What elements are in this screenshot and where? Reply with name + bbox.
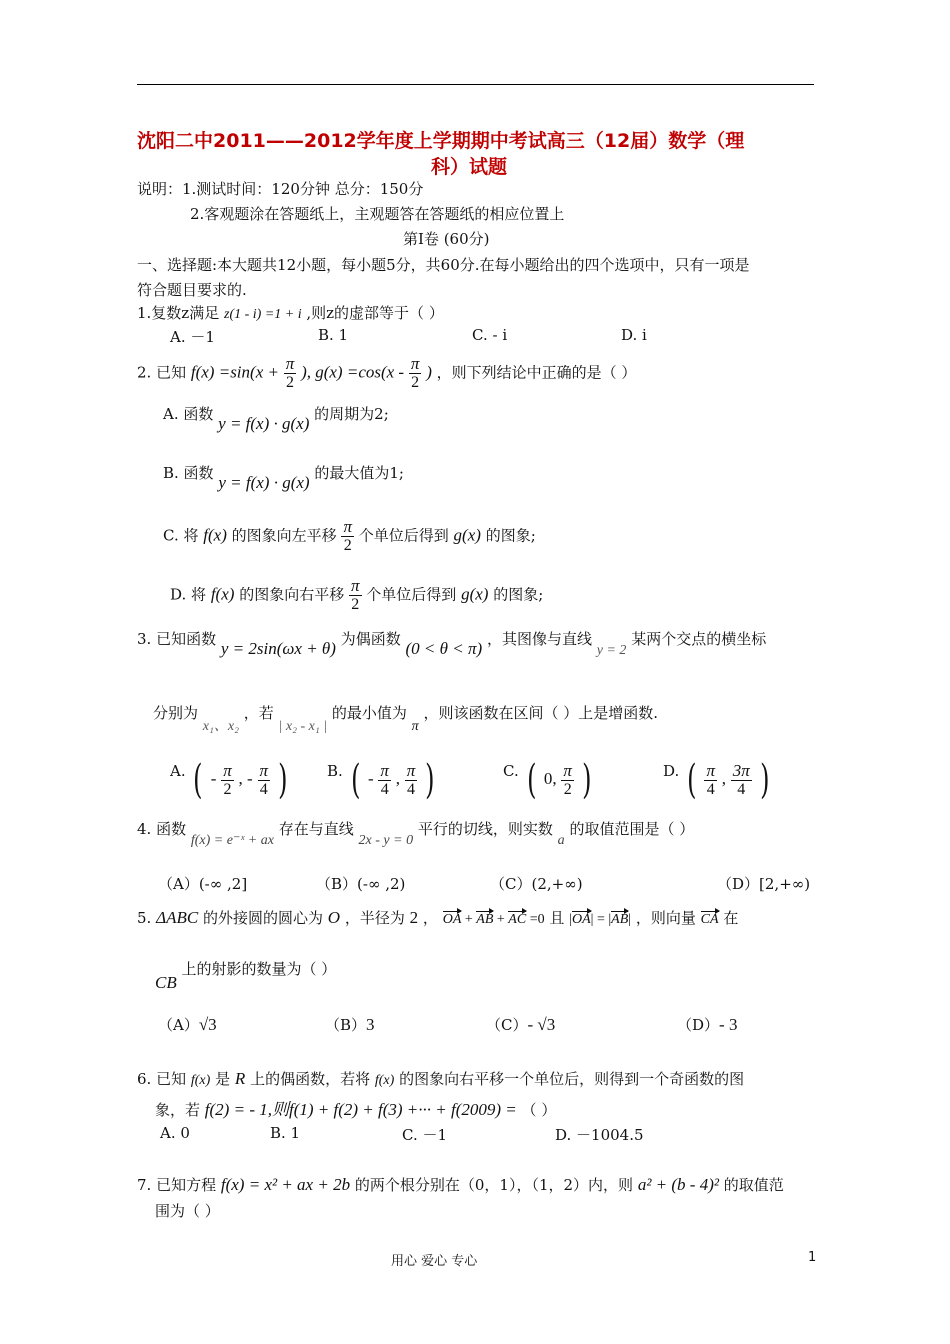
q3-option-a-lparen: ( xyxy=(193,757,203,803)
q5-option-d-label: （D） xyxy=(677,1016,720,1034)
q5-vector-oa: OA xyxy=(442,912,462,927)
q6-r: R xyxy=(234,1069,246,1088)
q3-option-b-frac-2-den: 4 xyxy=(407,780,416,798)
q6-stem-b: 是 xyxy=(215,1070,231,1088)
q3-option-b-frac-1-den: 4 xyxy=(380,780,389,798)
q3-option-c-lparen: ( xyxy=(526,757,536,803)
q3-option-b-rparen: ) xyxy=(425,757,435,803)
q6-option-d: D. －1004.5 xyxy=(555,1126,644,1144)
q5-vector-oa-2: OA xyxy=(571,912,591,927)
q2-formula-3: ) xyxy=(426,362,432,382)
q2-frac-2-den: 2 xyxy=(411,374,420,391)
q2-option-c-g: g(x) xyxy=(453,525,481,545)
q2-option-b-label: B. 函数 xyxy=(163,464,214,482)
q5-vector-ac: AC xyxy=(508,912,527,927)
q5-option-b-label: （B） xyxy=(325,1016,367,1034)
q5-stem-b: 的外接圆的圆心为 xyxy=(202,909,323,927)
q3-x1x2: x₁、x₂ xyxy=(202,719,239,734)
q3-option-d-lparen: ( xyxy=(687,757,697,803)
q5-cb: CB xyxy=(155,973,177,992)
q6-stem-e: 象，若 xyxy=(155,1101,201,1119)
doc-title-line2: 科）试题 xyxy=(431,156,508,178)
footer-text: 用心 爱心 专心 xyxy=(391,1254,478,1269)
q4-option-b: （B）(-∞ ,2) xyxy=(316,875,406,893)
q3-stem-g: 的最小值为 xyxy=(331,704,407,722)
note-1: 说明：1.测试时间：120分钟 总分：150分 xyxy=(137,180,424,198)
q3-stem-a: 3. 已知函数 xyxy=(137,630,217,648)
q1-option-b: B. 1 xyxy=(318,326,349,344)
q3-option-b-frac-2 xyxy=(405,762,418,799)
q5-stem-c: ，半径为 xyxy=(344,909,405,927)
q3-option-b-frac-2-num: π xyxy=(406,760,416,780)
q2-option-d-b: 的图象向右平移 xyxy=(239,585,345,604)
q5-option-c-label: （C） xyxy=(486,1016,528,1034)
q2-option-c-b: 的图象向左平移 xyxy=(231,526,337,545)
q6-stem-d: 的图象向右平移一个单位后，则得到一个奇函数的图 xyxy=(399,1070,745,1088)
q6-option-b: B. 1 xyxy=(270,1124,301,1142)
q4-var: a xyxy=(557,833,565,848)
q2-option-c-d: 的图象; xyxy=(485,526,536,545)
q5-option-c-value: - √3 xyxy=(527,1015,556,1034)
question-6 xyxy=(137,1068,744,1089)
q3-option-d-frac-2 xyxy=(731,762,752,799)
q2-frac-2-num: π xyxy=(410,354,420,373)
q3-stem-f: ，若 xyxy=(243,704,274,722)
question-5-cont xyxy=(155,958,337,992)
q6-stem-g: （ ） xyxy=(521,1101,557,1119)
q5-plus-1: + xyxy=(461,912,477,927)
q1-option-d: D. i xyxy=(621,326,647,344)
question-7-cont: 围为（ ） xyxy=(155,1202,220,1220)
q3-option-d-frac-1-den: 4 xyxy=(706,780,715,798)
q3-option-d-label: D. xyxy=(663,762,680,780)
q5-option-a-value: √3 xyxy=(198,1015,217,1034)
q3-option-a-frac-2-num: π xyxy=(259,760,269,780)
q3-stem-d: 某两个交点的横坐标 xyxy=(631,630,767,648)
q3-pi: π xyxy=(411,719,419,734)
q5-stem-f: 在 xyxy=(723,909,739,927)
q2-option-c-frac xyxy=(341,518,354,555)
question-5 xyxy=(137,907,738,928)
q4-formula: f(x) = e⁻ˣ + ax xyxy=(190,833,274,848)
q3-option-d-frac-2-num: 3π xyxy=(732,760,750,780)
q5-abs-1: | xyxy=(569,912,572,927)
q5-center: O xyxy=(327,908,341,927)
q3-option-a-frac-2 xyxy=(258,762,271,799)
q3-option-a-frac-1-den: 2 xyxy=(223,780,232,798)
q5-stem-d: 且 xyxy=(549,909,565,927)
q3-option-d xyxy=(663,757,772,803)
question-7 xyxy=(137,1174,784,1195)
q3-option-b xyxy=(327,757,438,803)
q3-option-d-frac-2-den: 4 xyxy=(737,780,746,798)
q1-stem-b: ,则z的虚部等于（ ） xyxy=(306,304,444,322)
q3-stem-b: 为偶函数 xyxy=(340,630,401,648)
q5-stem-e: ，则向量 xyxy=(635,909,696,927)
q4-stem-b: 存在与直线 xyxy=(278,820,354,838)
question-6-cont xyxy=(155,1095,556,1120)
q2-stem-a: 2. 已知 xyxy=(137,363,187,382)
q2-option-c-frac-den: 2 xyxy=(343,537,352,554)
q7-stem-c: 的取值范 xyxy=(723,1176,784,1194)
q3-abs: | x₂ - x₁ | xyxy=(278,719,328,734)
q2-frac-1-num: π xyxy=(285,354,295,373)
q3-option-c-frac xyxy=(561,762,574,799)
q5-stem-a: 5. xyxy=(137,909,152,927)
q2-option-b-text: 的最大值为1; xyxy=(314,464,404,482)
q3-stem-c: ，其图像与直线 xyxy=(486,630,592,648)
q2-formula-2: ), g(x) =cos(x - xyxy=(301,362,405,382)
q5-vector-ca: CA xyxy=(700,912,719,927)
q7-stem-a: 7. 已知方程 xyxy=(137,1176,217,1194)
q1-option-a: A. －1 xyxy=(170,328,215,346)
question-3-cont xyxy=(153,702,658,734)
q3-stem-e: 分别为 xyxy=(153,704,199,722)
q7-stem-b: 的两个根分别在（0，1），（1，2）内，则 xyxy=(354,1176,634,1194)
q2-option-c xyxy=(163,518,536,555)
header-rule xyxy=(137,84,814,85)
q5-option-d xyxy=(677,1014,737,1035)
q5-option-b xyxy=(325,1014,375,1035)
q1-option-c: C. - i xyxy=(472,326,508,344)
q5-option-a xyxy=(158,1014,217,1035)
q4-option-c: （C）(2,+∞) xyxy=(490,875,583,893)
q3-stem-h: ，则该函数在区间（ ）上是增函数. xyxy=(423,704,658,722)
q3-option-a-frac-1 xyxy=(221,762,234,799)
q2-option-a-label: A. 函数 xyxy=(163,405,214,423)
q3-option-c-zero: 0, xyxy=(543,769,557,788)
q5-option-b-value: 3 xyxy=(366,1015,375,1034)
q4-stem-a: 4. 函数 xyxy=(137,820,187,838)
q5-vector-ab-2: AB xyxy=(611,912,629,927)
q2-formula-1: f(x) =sin(x + xyxy=(190,362,279,382)
q3-option-a xyxy=(170,757,290,803)
q4-option-d: （D）[2,+∞) xyxy=(717,875,811,893)
question-4 xyxy=(137,818,695,848)
q3-option-c-label: C. xyxy=(503,762,519,780)
q3-option-a-rparen: ) xyxy=(277,757,288,803)
q4-line: 2x - y = 0 xyxy=(358,833,414,848)
q3-option-a-label: A. xyxy=(170,762,186,780)
q4-option-a: （A）(-∞ ,2] xyxy=(158,875,248,893)
q5-stem-g: 上的射影的数量为（ ） xyxy=(181,960,337,978)
question-3 xyxy=(137,628,767,658)
q5-comma: ， xyxy=(422,909,438,927)
q6-f2: f(x) xyxy=(374,1073,395,1088)
q6-stem-c: 上的偶函数，若将 xyxy=(250,1070,371,1088)
q3-formula: y = 2sin(ωx + θ) xyxy=(220,639,336,658)
q3-option-c-frac-den: 2 xyxy=(563,780,572,798)
q2-option-d-f: f(x) xyxy=(210,584,235,604)
q2-option-c-f: f(x) xyxy=(203,525,227,545)
q5-option-a-label: （A） xyxy=(158,1016,199,1034)
q3-option-a-minus: - xyxy=(210,769,217,788)
q2-option-a-text: 的周期为2; xyxy=(314,405,389,423)
q4-stem-c: 平行的切线，则实数 xyxy=(417,820,553,838)
q3-option-d-frac-1 xyxy=(704,762,717,799)
q5-plus-2: + xyxy=(493,912,509,927)
q6-formula: f(2) = - 1,则f(1) + f(2) + f(3) +··· + f(2009) = xyxy=(204,1100,517,1119)
note-2: 2.客观题涂在答题纸上，主观题答在答题纸的相应位置上 xyxy=(190,205,565,223)
page-number: 1 xyxy=(808,1250,817,1265)
section-intro-1: 一、选择题:本大题共12小题，每小题5分，共60分.在每小题给出的四个选项中，只有一项是 xyxy=(137,256,750,274)
q2-option-d-a: D. 将 xyxy=(170,585,207,604)
question-2 xyxy=(137,355,636,392)
q5-eq-zero: =0 xyxy=(526,912,545,927)
q5-radius: 2 xyxy=(409,908,419,927)
q2-option-c-a: C. 将 xyxy=(163,526,199,545)
q7-formula: f(x) = x² + ax + 2b xyxy=(220,1175,351,1194)
q3-line: y = 2 xyxy=(596,643,627,658)
q5-vector-ab: AB xyxy=(476,912,494,927)
q2-option-b xyxy=(163,462,404,492)
q3-option-a-frac-1-num: π xyxy=(223,760,232,780)
q5-option-c xyxy=(486,1014,555,1035)
q3-option-c-frac-num: π xyxy=(563,760,572,780)
q3-option-a-sep: , - xyxy=(238,769,253,788)
q2-option-d-frac-num: π xyxy=(350,576,360,595)
q6-stem-a: 6. 已知 xyxy=(137,1070,187,1088)
q3-option-b-lparen: ( xyxy=(350,757,361,803)
q5-option-d-value: - 3 xyxy=(719,1015,738,1034)
q2-frac-1-den: 2 xyxy=(286,374,295,391)
q2-option-c-c: 个单位后得到 xyxy=(358,526,449,545)
q7-formula-2: a² + (b - 4)² xyxy=(637,1175,719,1194)
q2-option-d-c: 个单位后得到 xyxy=(366,585,457,604)
q4-stem-d: 的取值范围是（ ） xyxy=(569,820,695,838)
q2-option-c-frac-num: π xyxy=(343,517,352,536)
q2-option-d-frac xyxy=(349,577,362,614)
section-label: 第Ⅰ卷 (60分) xyxy=(403,230,490,248)
q6-option-a: A. 0 xyxy=(160,1124,190,1142)
q2-stem-b: ，则下列结论中正确的是（ ） xyxy=(436,363,637,382)
q1-formula: z(1 - i) =1 + i xyxy=(224,307,302,322)
q2-frac-2 xyxy=(409,355,422,392)
q3-option-d-rparen: ) xyxy=(759,757,770,803)
q3-option-a-frac-2-den: 4 xyxy=(259,780,268,798)
doc-title-line1: 沈阳二中2011——2012学年度上学期期中考试高三（12届）数学（理 xyxy=(137,130,745,152)
q1-stem-a: 1.复数z满足 xyxy=(137,304,220,322)
q3-option-b-frac-1-num: π xyxy=(380,760,389,780)
q2-option-d xyxy=(170,577,543,614)
q5-abs-3: | xyxy=(628,912,632,927)
section-intro-2: 符合题目要求的. xyxy=(137,281,247,299)
q2-frac-1 xyxy=(284,355,297,392)
q6-f: f(x) xyxy=(190,1073,211,1088)
q5-abs-2: | = | xyxy=(590,912,612,927)
q3-option-b-minus: - xyxy=(367,769,374,788)
q3-option-d-sep: , xyxy=(721,769,726,788)
q2-option-d-d: 的图象; xyxy=(493,585,544,604)
q3-option-b-sep: , xyxy=(395,769,400,788)
q2-option-d-frac-den: 2 xyxy=(351,596,360,613)
q3-option-c-rparen: ) xyxy=(581,757,592,803)
q3-range: (0 < θ < π) xyxy=(405,639,483,658)
q2-option-b-formula: y = f(x) · g(x) xyxy=(218,473,310,492)
q5-triangle: ΔABC xyxy=(156,908,199,927)
q3-option-b-frac-1 xyxy=(378,762,391,799)
q3-option-b-label: B. xyxy=(327,762,343,780)
q3-option-c xyxy=(503,757,594,803)
q2-option-a-formula: y = f(x) · g(x) xyxy=(218,414,310,433)
q6-option-c: C. －1 xyxy=(402,1126,448,1144)
q3-option-d-frac-1-num: π xyxy=(706,760,715,780)
question-1 xyxy=(137,302,444,323)
q2-option-d-g: g(x) xyxy=(461,584,489,604)
q2-option-a xyxy=(163,403,389,433)
